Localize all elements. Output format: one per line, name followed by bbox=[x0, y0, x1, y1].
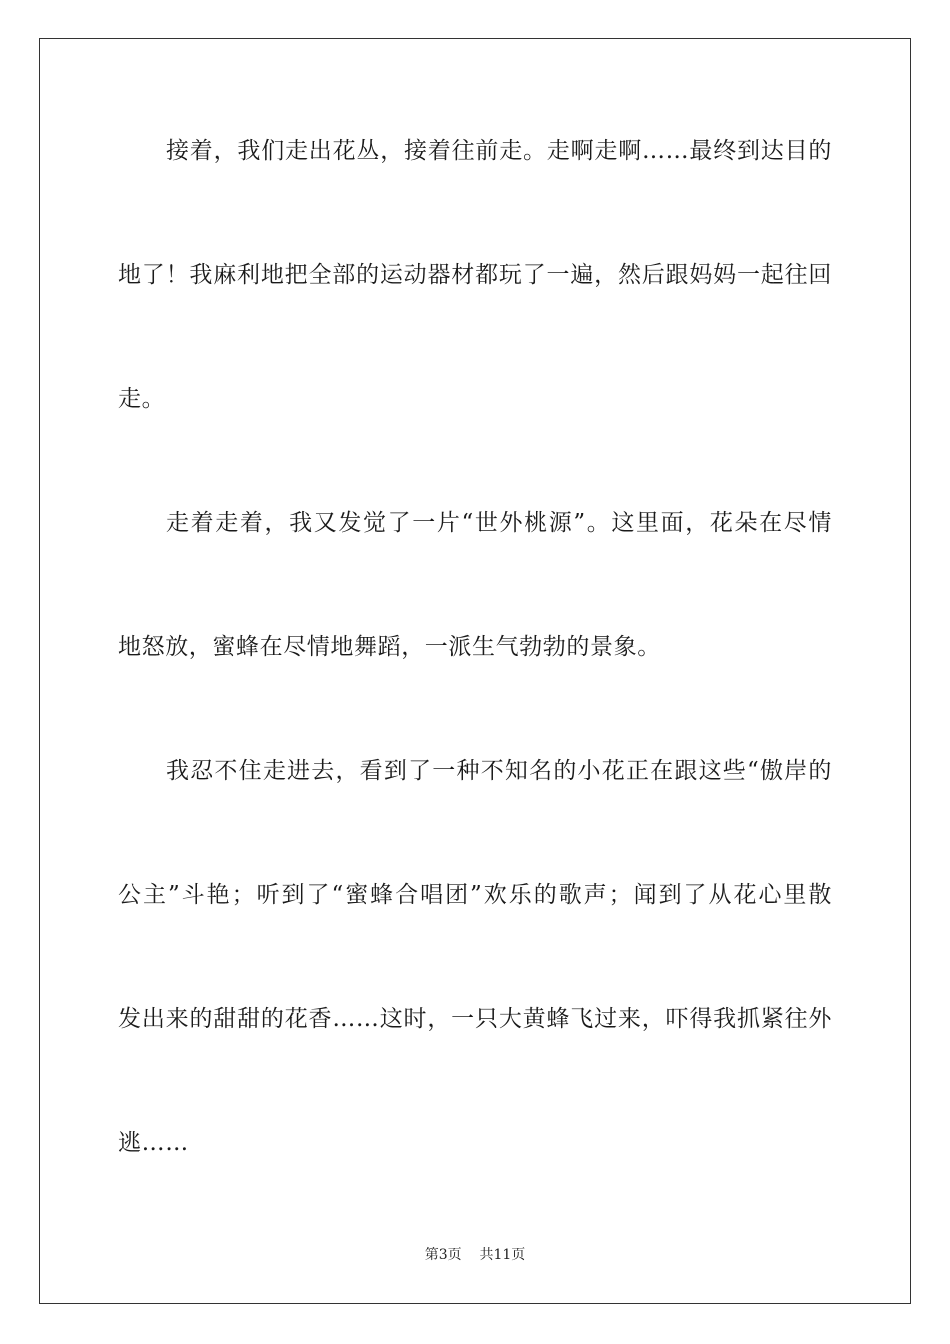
paragraph-2-line-2: 地怒放，蜜蜂在尽情地舞蹈，一派生气勃勃的景象。 bbox=[118, 634, 661, 660]
page-frame bbox=[39, 38, 911, 1304]
paragraph-1-line-1: 接着，我们走出花丛，接着往前走。走啊走啊……最终到达目的 bbox=[166, 138, 832, 164]
paragraph-1-line-2: 地了！我麻利地把全部的运动器材都玩了一遍，然后跟妈妈一起往回 bbox=[118, 262, 832, 288]
paragraph-3-line-3: 发出来的甜甜的花香……这时，一只大黄蜂飞过来，吓得我抓紧往外 bbox=[118, 1006, 832, 1032]
paragraph-1-line-3: 走。 bbox=[118, 386, 166, 412]
paragraph-3-line-2: 公主”斗艳；听到了“蜜蜂合唱团”欢乐的歌声；闻到了从花心里散 bbox=[118, 882, 832, 908]
page-number-footer: 第3页 共11页 bbox=[424, 1247, 526, 1263]
paragraph-3-line-4: 逃…… bbox=[118, 1130, 189, 1156]
paragraph-2-line-1: 走着走着，我又发觉了一片“世外桃源”。这里面，花朵在尽情 bbox=[166, 510, 832, 536]
paragraph-3-line-1: 我忍不住走进去，看到了一种不知名的小花正在跟这些“傲岸的 bbox=[166, 758, 832, 784]
